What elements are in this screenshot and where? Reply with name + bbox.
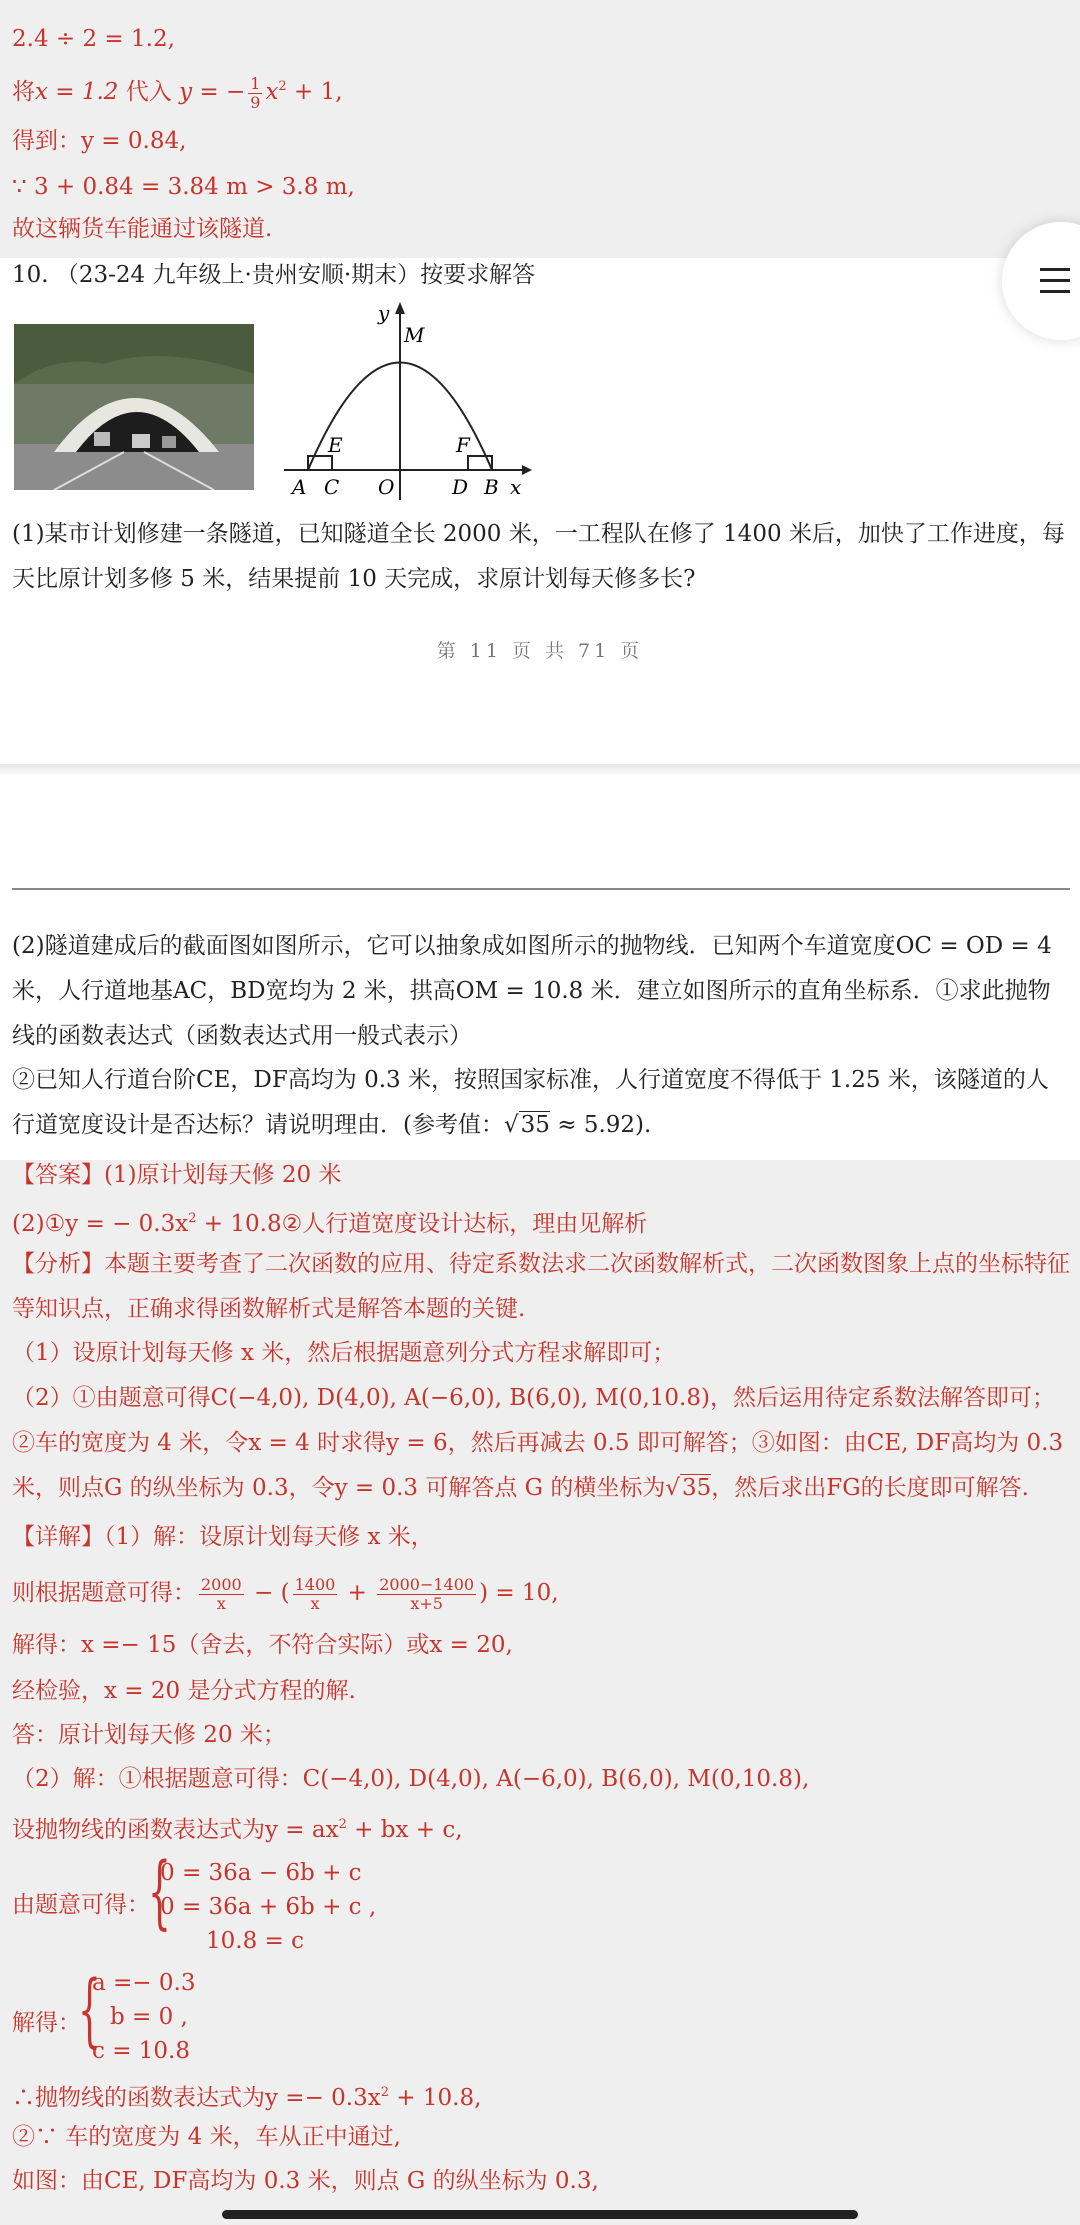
answer-label: (2)①y = − $0.3x^2$ + 10.8②人行道宽度设计达标，理由见解析 xyxy=(12,1211,648,1237)
equation-line: 则根据题意可得： $\frac{2000}{x}$ − ( $\frac{1400}{x}$ + $\frac{2000-1400}{x+5}$ ) = 10, xyxy=(12,1574,559,1613)
menu-icon xyxy=(1040,268,1070,271)
question-part2: (2)隧道建成后的截面图如图所示，它可以抽象成如图所示的抛物线．已知两个车道宽度OC = OD = 4 米，人行道地基AC，BD宽均为 2 米，拱高OM = 10.8 米．建立如图所示的直角坐标系．①求此抛物线的函数表达式（函数表达式用一般式表示） xyxy=(12,933,1052,1049)
detail-line: 经检验，x = 20 是分式方程的解. xyxy=(12,1678,356,1704)
figure-label: A xyxy=(292,475,307,499)
analysis-text: 【分析】本题主要考查了二次函数的应用、待定系数法求二次函数解析式，二次函数图象上点的坐标特征等知识点，正确求得函数解析式是解答本题的关键. xyxy=(12,1251,1070,1322)
figure-label: F xyxy=(456,433,470,457)
detail-line: （2）解：①根据题意可得：C(−4,0), D(4,0), A(−6,0), B(6,0), M(0,10.8), xyxy=(12,1766,810,1792)
answer-line: ∵ 3 + 0.84 = 3.84 m > 3.8 m, xyxy=(12,174,355,200)
figure-label: C xyxy=(324,475,340,499)
figure-label: O xyxy=(378,475,395,499)
system-row: 0 = 36a + 6b + c , xyxy=(160,1894,377,1920)
figure-label: D xyxy=(452,475,469,499)
figure-label: M xyxy=(404,323,425,347)
system-row: 0 = 36a − 6b + c xyxy=(160,1860,362,1886)
solution-row: c = 10.8 xyxy=(92,2038,190,2064)
system-brace: { xyxy=(148,1845,171,1938)
parabola-figure xyxy=(282,300,532,504)
detail-line: ∴抛物线的函数表达式为$y =- 0.3x^2 + 10.8$, xyxy=(12,2085,482,2111)
question-part2-sub: ②已知人行道台阶CE，DF高均为 0.3 米，按照国家标准，人行道宽度不得低于 1.25 米，该隧道的人行道宽度设计是否达标？请说明理由．(参考值：√35 ≈ 5.92). xyxy=(12,1067,1049,1138)
detail-line: 如图：由CE, DF高均为 0.3 米，则点 G 的纵坐标为 0.3, xyxy=(12,2168,599,2194)
question-header: 10. （23-24 九年级上·贵州安顺·期末）按要求解答 xyxy=(12,262,536,288)
solution-row: a =− 0.3 xyxy=(92,1970,196,1996)
solution-label: 解得： xyxy=(12,2010,81,2036)
solution-row: b = 0 , xyxy=(110,2004,188,2030)
figure-label: E xyxy=(328,433,343,457)
figure-label: x xyxy=(510,475,522,499)
tunnel-photo xyxy=(14,324,254,490)
analysis-step: （2）①由题意可得C(−4,0), D(4,0), A(−6,0), B(6,0), M(0,10.8)，然后运用待定系数法解答即可；②车的宽度为 4 米，令x = 4 时求得y = 6，然后再减去 0.5 即可解答；③如图：由CE, DF高均为 0.3 米，则点G 的纵坐标为 0.3，令y = 0.3 可解答点 G 的横坐标为√35，然后求出FG的长度即可解答. xyxy=(12,1385,1064,1501)
figure-label: y xyxy=(378,301,390,325)
horizontal-rule xyxy=(12,888,1070,890)
answer-line: 将x = 1.2 代入 y = − $\frac{1}{9}$ $x^2 + 1$, xyxy=(12,73,343,112)
answer-line: 2.4 ÷ 2 = 1.2, xyxy=(12,26,175,52)
answer-label: 【答案】(1)原计划每天修 20 米 xyxy=(12,1162,342,1188)
detail-line: ②∵ 车的宽度为 4 米，车从正中通过, xyxy=(12,2124,401,2150)
scrollbar[interactable] xyxy=(222,2210,858,2219)
page-divider xyxy=(0,764,1080,774)
system-row: 10.8 = c xyxy=(206,1928,304,1954)
system-label: 由题意可得： xyxy=(12,1892,150,1918)
question-part1: (1)某市计划修建一条隧道，已知隧道全长 2000 米，一工程队在修了 1400 米后，加快了工作进度，每天比原计划多修 5 米，结果提前 10 天完成，求原计划每天修多长? xyxy=(12,521,1065,592)
detail-line: 答：原计划每天修 20 米； xyxy=(12,1722,286,1748)
answer-line: 故这辆货车能通过该隧道. xyxy=(12,216,273,242)
analysis-step: （1）设原计划每天修 x 米，然后根据题意列分式方程求解即可； xyxy=(12,1340,676,1366)
detail-line: 解得：x =− 15（舍去，不符合实际）或x = 20, xyxy=(12,1632,513,1658)
answer-line: 得到：y = 0.84, xyxy=(12,128,187,154)
page-number: 第 11 页 共 71 页 xyxy=(436,640,644,662)
detail-line: 设抛物线的函数表达式为$y = ax^2$ + bx + c, xyxy=(12,1817,463,1843)
detail-line: 【详解】（1）解：设原计划每天修 x 米， xyxy=(12,1524,434,1550)
solution-brace: { xyxy=(78,1963,101,2056)
figure-label: B xyxy=(484,475,499,499)
